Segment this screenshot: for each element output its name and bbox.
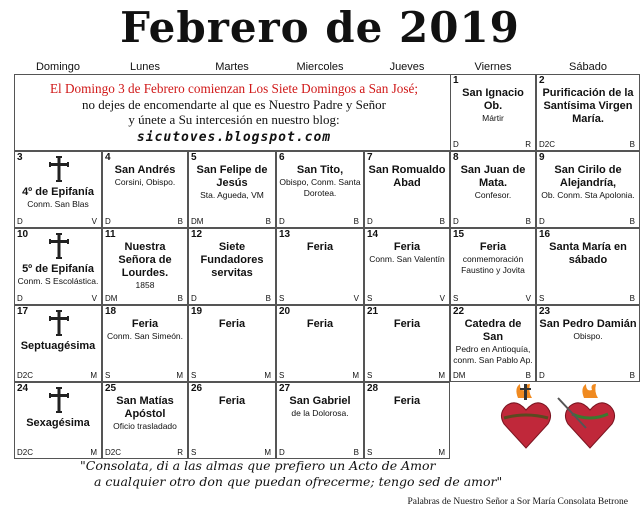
liturgical-color: M bbox=[264, 371, 271, 380]
day-cell bbox=[536, 151, 640, 228]
day-cell bbox=[450, 228, 536, 305]
feast-name: 5º de Epifanía bbox=[22, 263, 94, 275]
feast-rank: S bbox=[367, 371, 373, 380]
day-cell bbox=[102, 151, 188, 228]
feast-detail: Conm. San Valentín bbox=[369, 254, 445, 264]
feast-rank: D2C bbox=[17, 371, 34, 380]
day-number: 7 bbox=[367, 152, 373, 163]
feast-detail: Confesor. bbox=[474, 190, 512, 200]
feast-rank: DM bbox=[191, 217, 204, 226]
liturgical-color: V bbox=[353, 294, 359, 303]
day-number: 15 bbox=[453, 229, 465, 240]
feast-rank: S bbox=[279, 294, 285, 303]
feast-name: Feria bbox=[393, 241, 421, 253]
day-cell bbox=[364, 151, 450, 228]
feast-detail: Corsini, Obispo. bbox=[114, 177, 176, 187]
feast-rank: S bbox=[279, 371, 285, 380]
feast-rank: S bbox=[105, 371, 111, 380]
liturgical-color: M bbox=[90, 448, 97, 457]
cross-icon bbox=[49, 310, 69, 340]
feast-rank: DM bbox=[453, 371, 466, 380]
hearts-cell bbox=[452, 382, 640, 454]
feast-name: Sexagésima bbox=[26, 417, 90, 429]
sacred-hearts-image bbox=[496, 384, 616, 454]
liturgical-color: M bbox=[438, 448, 445, 457]
weekday-header: Sábado bbox=[569, 61, 607, 73]
liturgical-color: V bbox=[91, 294, 97, 303]
quote-attribution: Palabras de Nuestro Señor a Sor María Consolata Betrone bbox=[407, 497, 628, 507]
feast-detail: Mártir bbox=[482, 113, 504, 123]
feast-rank: D bbox=[539, 371, 545, 380]
day-cell bbox=[276, 382, 364, 459]
feast-name: Purificación de la Santísima Virgen María. bbox=[542, 87, 634, 125]
day-cell bbox=[536, 228, 640, 305]
liturgical-color: B bbox=[265, 217, 271, 226]
feast-name: Feria bbox=[131, 318, 159, 330]
feast-detail: Obispo. bbox=[573, 331, 603, 341]
day-cell bbox=[364, 228, 450, 305]
day-cell bbox=[14, 305, 102, 382]
feast-rank: DM bbox=[105, 294, 118, 303]
day-cell bbox=[450, 305, 536, 382]
day-cell bbox=[102, 305, 188, 382]
feast-rank: D2C bbox=[105, 448, 122, 457]
liturgical-color: B bbox=[525, 217, 531, 226]
banner-line-1: El Domingo 3 de Febrero comienzan Los Siete Domingos a San José; bbox=[49, 81, 419, 96]
feast-name: Santa María en sábado bbox=[549, 241, 627, 266]
day-number: 21 bbox=[367, 306, 379, 317]
day-number: 6 bbox=[279, 152, 285, 163]
feast-name: Feria bbox=[218, 395, 246, 407]
liturgical-color: M bbox=[176, 371, 183, 380]
day-number: 2 bbox=[539, 75, 545, 86]
liturgical-color: V bbox=[91, 217, 97, 226]
liturgical-color: B bbox=[265, 294, 271, 303]
feast-detail: Conm. San Simeón. bbox=[106, 331, 184, 341]
day-number: 3 bbox=[17, 152, 23, 163]
day-cell bbox=[364, 382, 450, 459]
day-cell bbox=[14, 382, 102, 459]
day-number: 24 bbox=[17, 383, 29, 394]
banner-line-3: y únete a Su intercesión en nuestro blog: bbox=[128, 112, 340, 127]
day-number: 11 bbox=[105, 229, 116, 240]
day-cell bbox=[536, 74, 640, 151]
day-cell bbox=[450, 74, 536, 151]
feast-rank: D2C bbox=[17, 448, 34, 457]
feast-name: San Cirilo de Alejandría, bbox=[554, 164, 622, 189]
feast-detail: Conm. San Blas bbox=[27, 199, 89, 209]
calendar-grid bbox=[14, 60, 640, 457]
feast-name: Feria bbox=[393, 395, 421, 407]
cross-icon bbox=[49, 156, 69, 186]
day-cell bbox=[188, 151, 276, 228]
feast-name: Feria bbox=[306, 318, 334, 330]
day-number: 22 bbox=[453, 306, 465, 317]
day-number: 1 bbox=[453, 75, 459, 86]
day-number: 13 bbox=[279, 229, 291, 240]
feast-name: Feria bbox=[306, 241, 334, 253]
liturgical-color: B bbox=[177, 294, 183, 303]
feast-rank: D bbox=[17, 217, 23, 226]
feast-name: San Felipe de Jesús bbox=[196, 164, 268, 189]
liturgical-color: V bbox=[525, 294, 531, 303]
day-number: 26 bbox=[191, 383, 203, 394]
feast-name: Feria bbox=[218, 318, 246, 330]
feast-rank: S bbox=[191, 448, 197, 457]
day-number: 14 bbox=[367, 229, 379, 240]
feast-detail: Conm. S Escolástica. bbox=[17, 276, 99, 286]
liturgical-color: V bbox=[439, 294, 445, 303]
feast-rank: D bbox=[279, 217, 285, 226]
feast-rank: S bbox=[191, 371, 197, 380]
feast-name: San Juan de Mata. bbox=[460, 164, 526, 189]
banner-cell bbox=[14, 74, 452, 151]
day-number: 27 bbox=[279, 383, 291, 394]
weekday-header: Domingo bbox=[35, 61, 81, 73]
cross-icon bbox=[49, 233, 69, 263]
liturgical-color: B bbox=[629, 294, 635, 303]
feast-rank: D bbox=[453, 217, 459, 226]
day-number: 9 bbox=[539, 152, 545, 163]
weekday-header: Viernes bbox=[474, 61, 512, 73]
feast-detail: Sta. Agueda, VM bbox=[200, 190, 264, 200]
calendar-title: Febrero de 2019 bbox=[120, 3, 520, 52]
feast-rank: S bbox=[539, 294, 545, 303]
liturgical-color: B bbox=[629, 217, 635, 226]
feast-name: San Tito, bbox=[296, 164, 344, 176]
feast-name: San Andrés bbox=[114, 164, 176, 176]
day-number: 17 bbox=[17, 306, 29, 317]
feast-name: San Ignacio Ob. bbox=[462, 87, 524, 112]
day-number: 18 bbox=[105, 306, 117, 317]
feast-rank: D2C bbox=[539, 140, 556, 149]
feast-name: San Romualdo Abad bbox=[368, 164, 446, 189]
day-cell bbox=[188, 228, 276, 305]
day-number: 12 bbox=[191, 229, 203, 240]
day-cell bbox=[276, 305, 364, 382]
feast-rank: D bbox=[17, 294, 23, 303]
liturgical-color: B bbox=[177, 217, 183, 226]
feast-detail: Pedro en Antioquía, conm. San Pablo Ap. bbox=[453, 344, 533, 365]
liturgical-color: B bbox=[353, 448, 359, 457]
liturgical-color: R bbox=[525, 140, 531, 149]
day-number: 23 bbox=[539, 306, 551, 317]
liturgical-color: B bbox=[439, 217, 445, 226]
feast-detail: Obispo, Conm. Santa Dorotea. bbox=[279, 177, 361, 198]
feast-detail: conmemoración Faustino y Jovita bbox=[461, 254, 525, 275]
liturgical-color: B bbox=[525, 371, 531, 380]
feast-name: Feria bbox=[393, 318, 421, 330]
liturgical-color: B bbox=[629, 140, 635, 149]
feast-rank: D bbox=[367, 217, 373, 226]
feast-rank: S bbox=[367, 294, 373, 303]
day-cell bbox=[14, 151, 102, 228]
liturgical-color: M bbox=[264, 448, 271, 457]
day-cell bbox=[188, 305, 276, 382]
weekday-header: Lunes bbox=[130, 61, 160, 73]
quote bbox=[80, 458, 580, 490]
day-number: 19 bbox=[191, 306, 203, 317]
feast-detail: 1858 bbox=[135, 280, 155, 290]
cross-icon bbox=[49, 387, 69, 417]
liturgical-color: R bbox=[177, 448, 183, 457]
day-cell bbox=[276, 151, 364, 228]
liturgical-color: B bbox=[353, 217, 359, 226]
day-number: 8 bbox=[453, 152, 459, 163]
day-cell bbox=[364, 305, 450, 382]
feast-name: Septuagésima bbox=[20, 340, 96, 352]
feast-rank: D bbox=[191, 294, 197, 303]
feast-detail: Oficio trasladado bbox=[113, 421, 177, 431]
feast-detail: de la Dolorosa. bbox=[291, 408, 349, 418]
liturgical-color: M bbox=[352, 371, 359, 380]
blog-link[interactable]: sicutoves.blogspot.com bbox=[136, 130, 332, 145]
feast-name: San Pedro Damián bbox=[539, 318, 637, 330]
feast-name: San Matías Apóstol bbox=[116, 395, 174, 420]
banner-line-2: no dejes de encomendarte al que es Nuestro Padre y Señor bbox=[82, 97, 386, 112]
day-number: 4 bbox=[105, 152, 111, 163]
day-number: 10 bbox=[17, 229, 29, 240]
liturgical-color: M bbox=[438, 371, 445, 380]
day-number: 16 bbox=[539, 229, 551, 240]
liturgical-color: M bbox=[90, 371, 97, 380]
weekday-header: Miercoles bbox=[296, 61, 344, 73]
feast-name: Catedra de San bbox=[464, 318, 522, 343]
quote-line-1: "Consolata, di a las almas que prefiero un Acto de Amor bbox=[80, 458, 436, 473]
day-cell bbox=[102, 382, 188, 459]
feast-name: 4º de Epifanía bbox=[22, 186, 94, 198]
weekday-header: Martes bbox=[215, 61, 249, 73]
feast-name: Siete Fundadores servitas bbox=[200, 241, 264, 279]
day-cell bbox=[450, 151, 536, 228]
quote-line-2: a cualquier otro don que puedan ofrecerme; tengo sed de amor" bbox=[94, 474, 503, 489]
day-cell bbox=[188, 382, 276, 459]
feast-rank: D bbox=[105, 217, 111, 226]
feast-detail: Ob. Conm. Sta Apolonia. bbox=[541, 190, 635, 200]
day-number: 25 bbox=[105, 383, 117, 394]
day-cell bbox=[276, 228, 364, 305]
day-cell bbox=[536, 305, 640, 382]
feast-name: San Gabriel bbox=[289, 395, 351, 407]
feast-rank: D bbox=[453, 140, 459, 149]
feast-rank: D bbox=[279, 448, 285, 457]
day-number: 5 bbox=[191, 152, 197, 163]
day-number: 28 bbox=[367, 383, 379, 394]
day-cell bbox=[102, 228, 188, 305]
day-cell bbox=[14, 228, 102, 305]
feast-rank: S bbox=[453, 294, 459, 303]
feast-name: Nuestra Señora de Lourdes. bbox=[118, 241, 172, 279]
feast-name: Feria bbox=[479, 241, 507, 253]
day-number: 20 bbox=[279, 306, 291, 317]
feast-rank: D bbox=[539, 217, 545, 226]
feast-rank: S bbox=[367, 448, 373, 457]
liturgical-color: B bbox=[629, 371, 635, 380]
weekday-header: Jueves bbox=[389, 61, 425, 73]
